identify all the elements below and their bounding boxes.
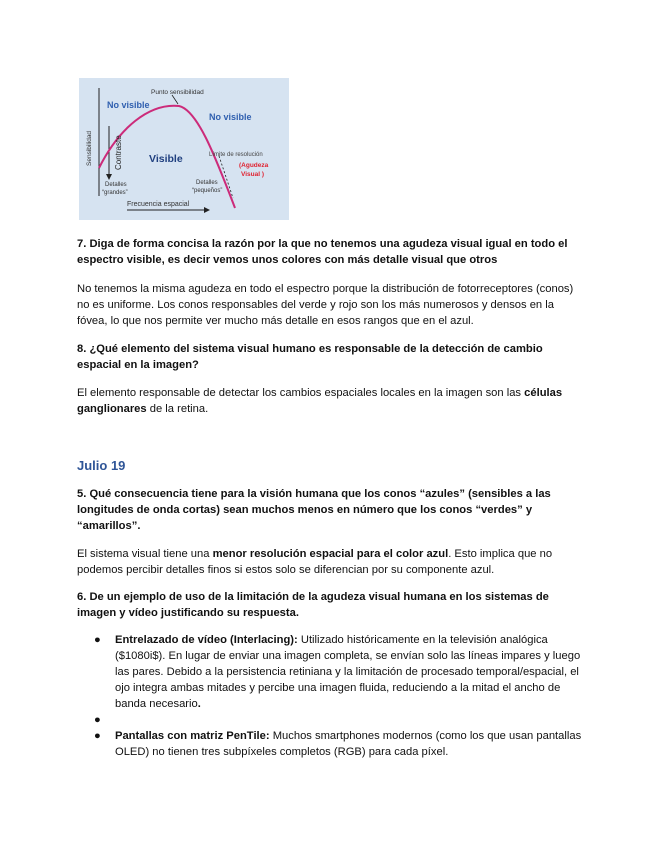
section-heading: Julio 19	[77, 458, 126, 473]
agudeza-label-1: (Agudeza	[239, 162, 269, 169]
list-item-title: Pantallas con matriz PenTile:	[115, 730, 270, 742]
answer-8-bold: células ganglionares	[77, 387, 563, 415]
small-details-label-1: Detalles	[196, 180, 218, 186]
agudeza-label-2: Visual )	[241, 171, 265, 178]
visible-label: Visible	[149, 153, 183, 165]
list-item-text: Muchos smartphones modernos (como los que usan pantallas OLED) no tienen tres subpíxeles completos (RGB) para cada píxel.	[115, 730, 582, 758]
contrast-sensitivity-diagram	[79, 78, 289, 220]
answer-8	[77, 385, 577, 417]
bullet-icon: ●	[94, 714, 101, 726]
answer-5-bold: menor resolución espacial para el color azul	[212, 548, 449, 560]
limit-label: Límite de resolución	[209, 152, 263, 158]
answer-5	[77, 546, 577, 578]
no-visible-right-label: No visible	[209, 112, 252, 122]
list-item-title: Entrelazado de vídeo (Interlacing):	[115, 634, 298, 646]
big-details-label-2: “grandes”	[102, 190, 128, 196]
answer-8-text-pre: El elemento responsable de detectar los cambios espaciales locales en la imagen son las	[77, 387, 525, 399]
no-visible-left-label: No visible	[107, 100, 150, 110]
list-item	[77, 632, 582, 712]
small-details-label-2: “pequeños”	[192, 188, 223, 194]
answer-8-text-post: de la retina.	[146, 403, 209, 415]
answer-5-text-pre: El sistema visual tiene una	[77, 548, 213, 560]
bullet-icon: ●	[94, 634, 101, 646]
examples-list	[77, 632, 582, 760]
question-6: 6. De un ejemplo de uso de la limitación de la agudeza visual humana en los sistemas de imagen y vídeo justificando su respuesta.	[77, 591, 549, 619]
contrast-axis-label: Contraste	[114, 135, 123, 170]
list-item	[77, 728, 582, 760]
question-5: 5. Qué consecuencia tiene para la visión humana que los conos “azules” (sensibles a las longitudes de onda cortas) sean muchos menos en número que los conos “verdes” y “amarillos”.	[77, 488, 551, 532]
list-item	[77, 712, 582, 728]
list-item-text: Utilizado históricamente en la televisión analógica ($1080i$). En lugar de enviar una imagen completa, se envían solo las líneas impares y luego las pares. Debido a la persistencia retiniana y la limitación de procesado temporal/espacial, el ojo integra ambas mitades y percibe una imagen fluida, reduciendo a la mitad el ancho de banda necesario	[115, 634, 581, 710]
answer-7: No tenemos la misma agudeza en todo el espectro porque la distribución de fotorreceptores (conos) no es uniforme. Los conos responsables del verde y rojo son los más numerosos y densos en la fóvea, lo que nos permite ver mucho más detalle en esos rangos que en el azul.	[77, 283, 574, 327]
bullet-icon: ●	[94, 730, 101, 742]
contrast-sensitivity-figure	[79, 78, 289, 220]
x-axis-label: Frecuencia espacial	[127, 201, 190, 208]
peak-label: Punto sensibilidad	[151, 89, 204, 96]
list-item-end: .	[197, 698, 201, 710]
answer-5-text-post: . Esto implica que no podemos percibir detalles finos si estos solo se diferencian por su componente azul.	[77, 548, 553, 576]
question-7: 7. Diga de forma concisa la razón por la que no tenemos una agudeza visual igual en todo el espectro visible, es decir vemos unos colores con más detalle visual que otros	[77, 238, 568, 266]
y-axis-label: Sensibilidad	[86, 130, 93, 166]
big-details-label-1: Detalles	[105, 182, 127, 188]
question-8: 8. ¿Qué elemento del sistema visual humano es responsable de la detección de cambio espacial en la imagen?	[77, 343, 543, 371]
